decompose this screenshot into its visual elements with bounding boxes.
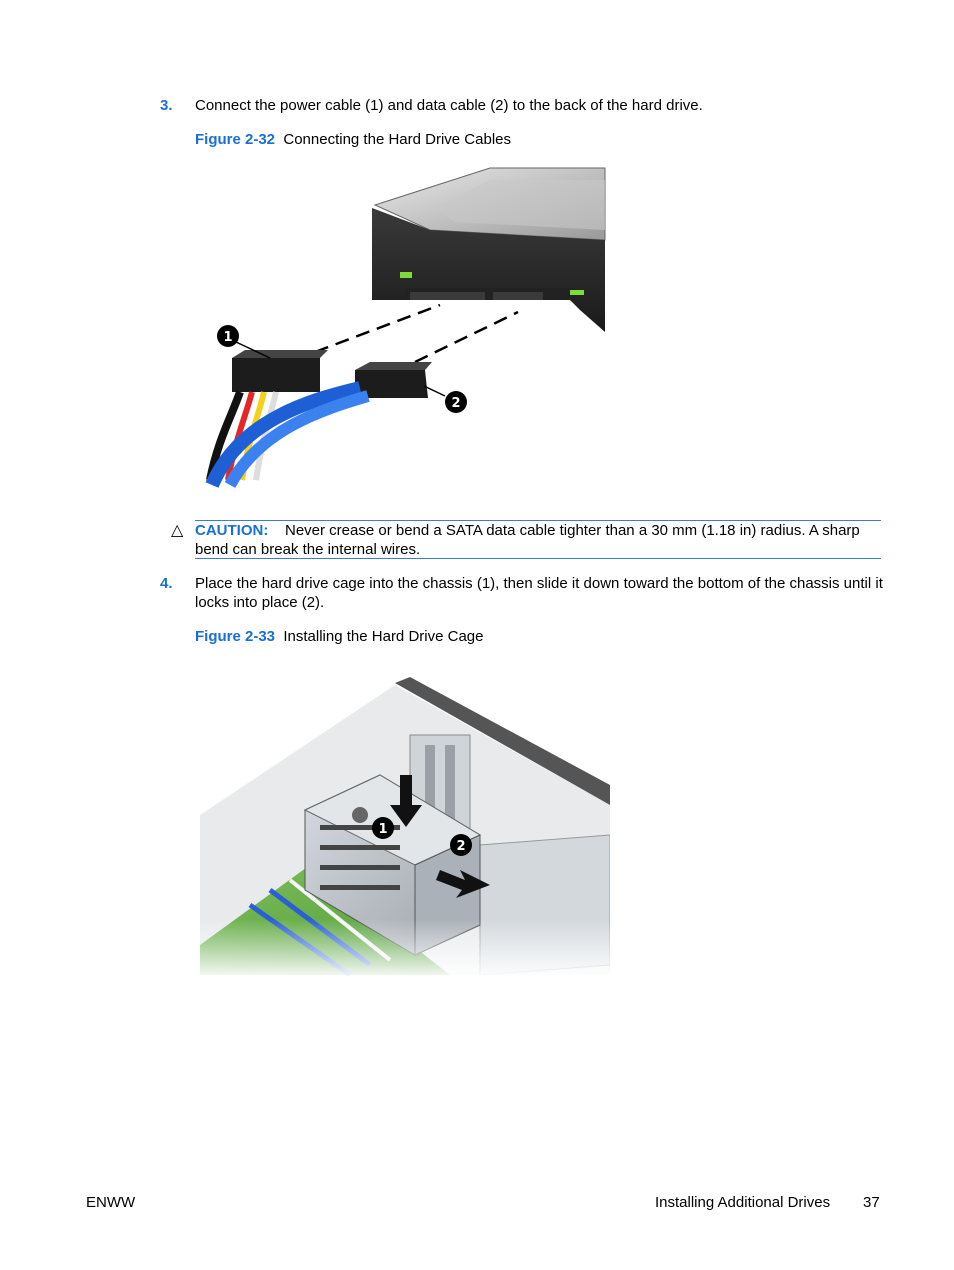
callout-2-label: 2 <box>451 396 461 411</box>
step-number-3: 3. <box>160 97 173 114</box>
figure-label: Figure 2-32 <box>195 131 276 148</box>
caution-message: Never crease or bend a SATA data cable tighter than a 30 mm (1.18 in) radius. A sharp bend can break the internal wires. <box>195 522 860 558</box>
footer-left: ENWW <box>86 1194 136 1211</box>
footer-section: Installing Additional Drives <box>655 1194 831 1211</box>
step-text-4: Place the hard drive cage into the chassis (1), then slide it down toward the bottom of the chassis until it locks into place (2). <box>195 575 883 611</box>
caution-bottom-rule <box>195 558 881 559</box>
figure-caption-2-33 <box>195 627 483 646</box>
step-text-3: Connect the power cable (1) and data cable (2) to the back of the hard drive. <box>195 97 703 114</box>
caution-label: CAUTION: <box>195 522 269 539</box>
page-number: 37 <box>863 1194 880 1211</box>
figure-caption-2-32 <box>195 130 511 149</box>
figure-title: Installing the Hard Drive Cage <box>283 628 484 645</box>
caution-text <box>195 521 881 559</box>
hard-drive-cage-illustration <box>200 675 610 980</box>
caution-triangle-icon: △ <box>171 522 184 539</box>
callout-1-label: 1 <box>223 330 233 345</box>
step-number-4: 4. <box>160 575 173 592</box>
figure-title: Connecting the Hard Drive Cables <box>283 131 511 148</box>
hard-drive-cables-illustration <box>200 160 610 490</box>
figure-label: Figure 2-33 <box>195 628 276 645</box>
